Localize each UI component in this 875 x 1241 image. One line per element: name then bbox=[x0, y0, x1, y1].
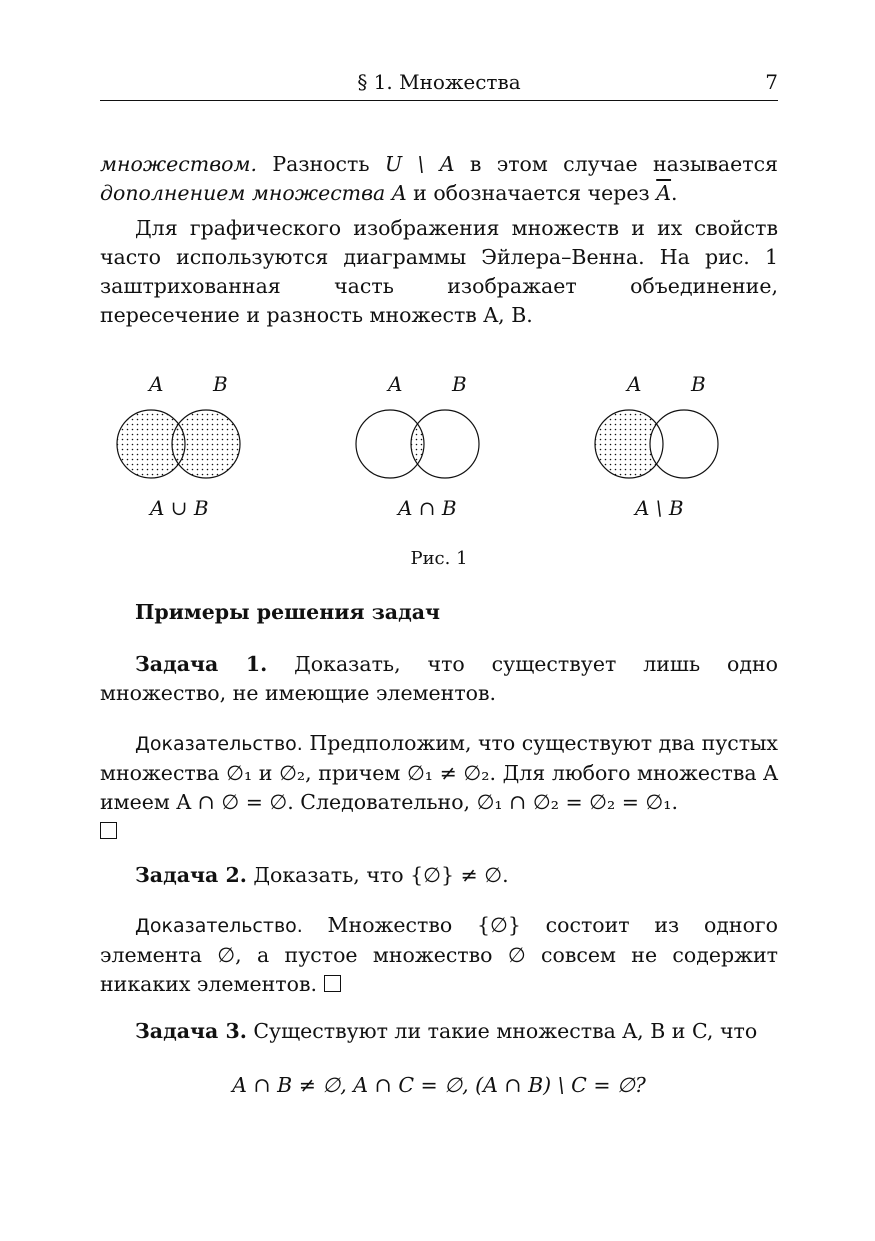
qed-icon bbox=[100, 822, 117, 839]
label-b: B bbox=[213, 372, 228, 396]
text: и обозначается через bbox=[406, 181, 657, 205]
text: в этом случае называется bbox=[454, 152, 778, 176]
proof-label: Доказательство. bbox=[135, 733, 303, 755]
text: . bbox=[671, 181, 678, 205]
qed-icon bbox=[324, 975, 341, 992]
term-complement: дополнением множества bbox=[100, 181, 386, 205]
text: Разность bbox=[256, 152, 385, 176]
venn-difference bbox=[583, 372, 743, 532]
problem-label: Задача 3. bbox=[135, 1019, 247, 1043]
section-title: Примеры решения задач bbox=[135, 600, 441, 624]
label-b: B bbox=[691, 372, 706, 396]
venn-intersection bbox=[344, 372, 504, 532]
problem-text: Существуют ли такие множества A, B и C, что bbox=[246, 1019, 758, 1043]
paragraph-venn-intro: Для графического изображения множеств и их свойств часто используются диаграммы Эйлера–Венна. На рис. 1 заштрихованная часть изображает объединение, пересечение и разность множеств A, B. bbox=[100, 216, 778, 327]
problem-3 bbox=[100, 1017, 778, 1046]
paragraph-complement bbox=[100, 150, 778, 208]
problem-2 bbox=[100, 861, 778, 890]
term-set: множеством. bbox=[100, 152, 257, 176]
problem-1 bbox=[100, 650, 778, 708]
label-b: B bbox=[452, 372, 467, 396]
label-a: A bbox=[627, 372, 642, 396]
proof-1 bbox=[100, 729, 778, 846]
problem-text: Доказать, что существует лишь одно множество, не имеющие элементов. bbox=[100, 652, 778, 705]
figure-caption: Рис. 1 bbox=[410, 548, 468, 569]
venn-union bbox=[105, 372, 265, 532]
page-number: 7 bbox=[765, 70, 778, 94]
venn-union-shape bbox=[105, 397, 265, 492]
venn-intersection-shape bbox=[344, 397, 504, 492]
venn-difference-shape bbox=[583, 397, 743, 492]
proof-text: Множество {∅} состоит из одного элемента ∅, а пустое множество ∅ совсем не содержит никаких элементов. bbox=[100, 913, 778, 996]
caption-union: A ∪ B bbox=[150, 496, 209, 520]
label-a: A bbox=[388, 372, 403, 396]
section-heading: § 1. Множества bbox=[357, 70, 521, 94]
proof-label: Доказательство. bbox=[135, 915, 303, 937]
caption-intersection: A ∩ B bbox=[398, 496, 457, 520]
math-complement: $\overline{A}$ bbox=[656, 181, 672, 205]
problem-label: Задача 2. bbox=[135, 863, 247, 887]
running-head bbox=[100, 70, 778, 101]
label-a: A bbox=[149, 372, 164, 396]
problem-label: Задача 1. bbox=[135, 652, 268, 676]
proof-text: Предположим, что существуют два пустых множества ∅₁ и ∅₂, причем ∅₁ ≠ ∅₂. Для любого множества A имеем A ∩ ∅ = ∅. Следовательно, ∅₁ ∩ ∅₂ = ∅₂ = ∅₁. bbox=[100, 731, 778, 814]
display-math: A ∩ B ≠ ∅, A ∩ C = ∅, (A ∩ B) \ C = ∅? bbox=[232, 1073, 646, 1097]
problem-text: Доказать, что {∅} ≠ ∅. bbox=[246, 863, 509, 887]
proof-2 bbox=[100, 911, 778, 999]
math-var: A bbox=[391, 181, 407, 205]
math-expr: U \ A bbox=[384, 152, 455, 176]
caption-difference: A \ B bbox=[635, 496, 684, 520]
figure-venn-diagrams bbox=[100, 372, 778, 532]
